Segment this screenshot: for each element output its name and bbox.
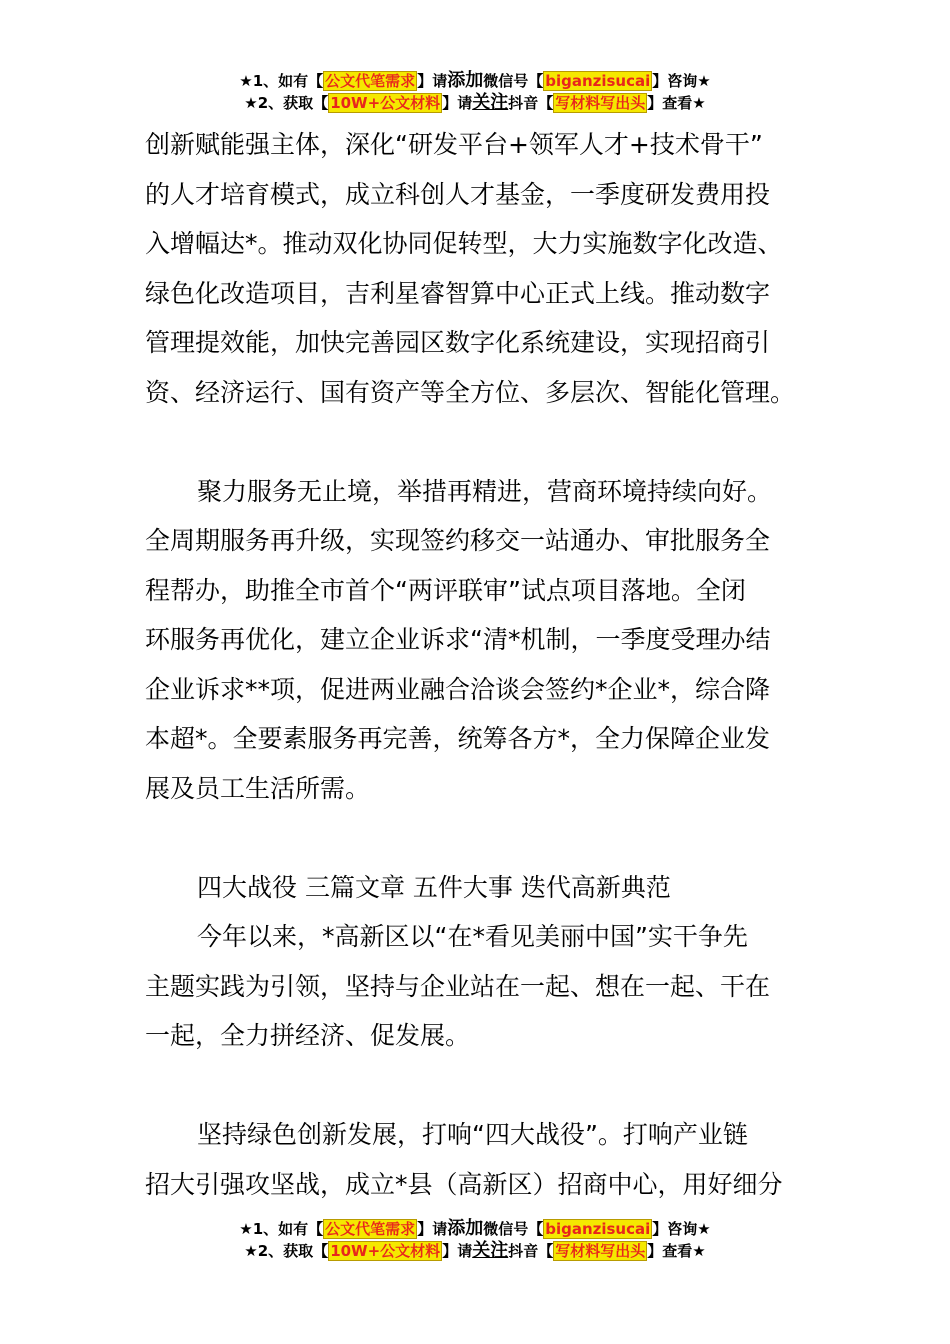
highlight-materials: 10W+公文材料 [330,1242,441,1260]
paragraph: 坚持绿色创新发展，打响“四大战役”。打响产业链 招大引强攻坚战，成立*县（高新区）招商中心，用好细分 [145,1120,783,1199]
banner-line-2: ★2、获取【 10W+公文材料 】请关注抖音【 写材料写出头 】查看★ [244,92,706,113]
paragraph: 聚力服务无止境，举措再精进，营商环境持续向好。 全周期服务再升级，实现签约移交一站通办、审批服务全 程帮办，助推全市首个“两评联审”试点项目落地。全闭 环服务再优化，建立企业诉求“清*机制，一季度受理办结 企业诉求**项，促进两业融合洽谈会签约*企业*，综合降 本超*。全要素服务再完善，统筹各方*，全力保障企业发 展及员工生活所需。 [145,476,773,803]
banner-line-1: ★1、如有【 公文代笔需求 】请添加微信号【 biganzisucai 】咨询★ [239,70,711,91]
highlight-materials: 10W+公文材料 [330,94,441,112]
highlight-service: 公文代笔需求 [325,72,416,90]
banner-line-2: ★2、获取【 10W+公文材料 】请关注抖音【 写材料写出头 】查看★ [244,1240,706,1261]
top-banner [0,70,950,114]
paragraph: 创新赋能强主体，深化“研发平台+领军人才+技术骨干” 的人才培育模式，成立科创人才基金，一季度研发费用投 入增幅达*。推动双化协同促转型，大力实施数字化改造、 绿色化改造项目，吉利星睿智算中心正式上线。推动数字 管理提效能，加快完善园区数字化系统建设，实现招商引 资、经济运行、国有资产等全方位、多层次、智能化管理。 [145,130,796,407]
paragraph: 四大战役 三篇文章 五件大事 迭代高新典范 今年以来，*高新区以“在*看见美丽中国”实干争先 主题实践为引领，坚持与企业站在一起、想在一起、干在 一起，全力拼经济、促发展。 [145,863,815,1061]
highlight-douyin: 写材料写出头 [555,1242,646,1260]
section-heading: 四大战役 三篇文章 五件大事 迭代高新典范 [197,872,671,902]
document-body [145,120,815,1209]
highlight-douyin: 写材料写出头 [555,94,646,112]
banner-line-1: ★1、如有【 公文代笔需求 】请添加微信号【 biganzisucai 】咨询★ [239,1218,711,1239]
highlight-wechat-id: biganzisucai [545,1220,651,1238]
bottom-banner [0,1218,950,1262]
highlight-wechat-id: biganzisucai [545,72,651,90]
highlight-service: 公文代笔需求 [325,1220,416,1238]
